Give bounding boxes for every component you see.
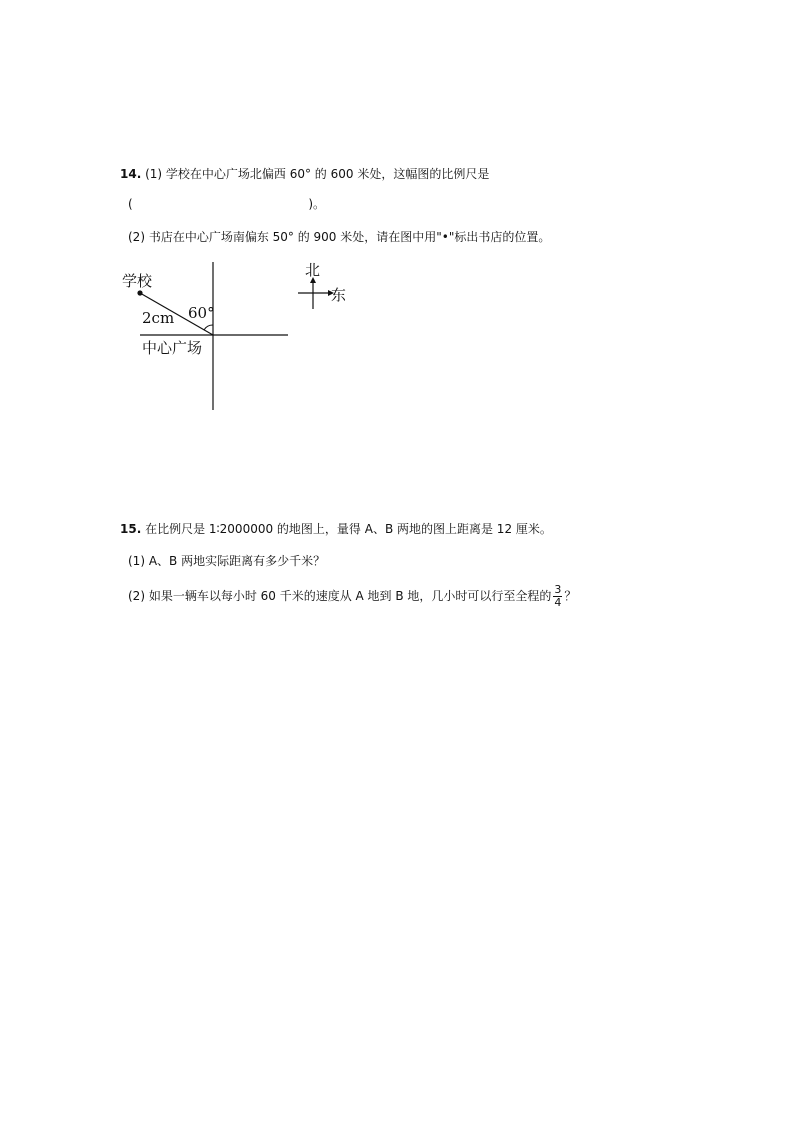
q14-number: 14. [120,167,142,181]
q15-stem: 在比例尺是 1∶2000000 的地图上，量得 A、B 两地的图上距离是 12 厘米。 [145,522,552,536]
distance-label: 2cm [142,309,175,327]
q15-stem-line [120,521,552,537]
school-point [137,290,142,295]
blank-open: ( [128,197,133,211]
fraction-numerator: 3 [554,583,562,596]
q14-line1 [120,166,489,182]
q14-part1: (1) 学校在中心广场北偏西 60° 的 600 米处，这幅图的比例尺是 [145,167,490,181]
q14-figure [110,255,370,415]
fraction-denominator: 4 [554,596,562,609]
angle-arc [204,325,213,330]
q14-answer-blank [128,196,325,212]
compass-north-label: 北 [305,261,321,279]
fraction-three-quarters [553,584,562,609]
q14-part2: (2) 书店在中心广场南偏东 50° 的 900 米处，请在图中用"•"标出书店的位置。 [128,230,551,244]
compass-east-label: 东 [331,286,347,304]
angle-label: 60° [188,304,215,322]
q15-part2-end: ？ [564,589,577,603]
blank-close: )。 [308,197,326,211]
q15-part1: (1) A、B 两地实际距离有多少千米？ [128,554,326,568]
center-label: 中心广场 [142,339,203,357]
q15-number: 15. [120,522,142,536]
school-label: 学校 [122,272,153,290]
q15-part2 [128,582,576,610]
q15-part2-text: (2) 如果一辆车以每小时 60 千米的速度从 A 地到 B 地，几小时可以行至全程的 [128,589,552,603]
